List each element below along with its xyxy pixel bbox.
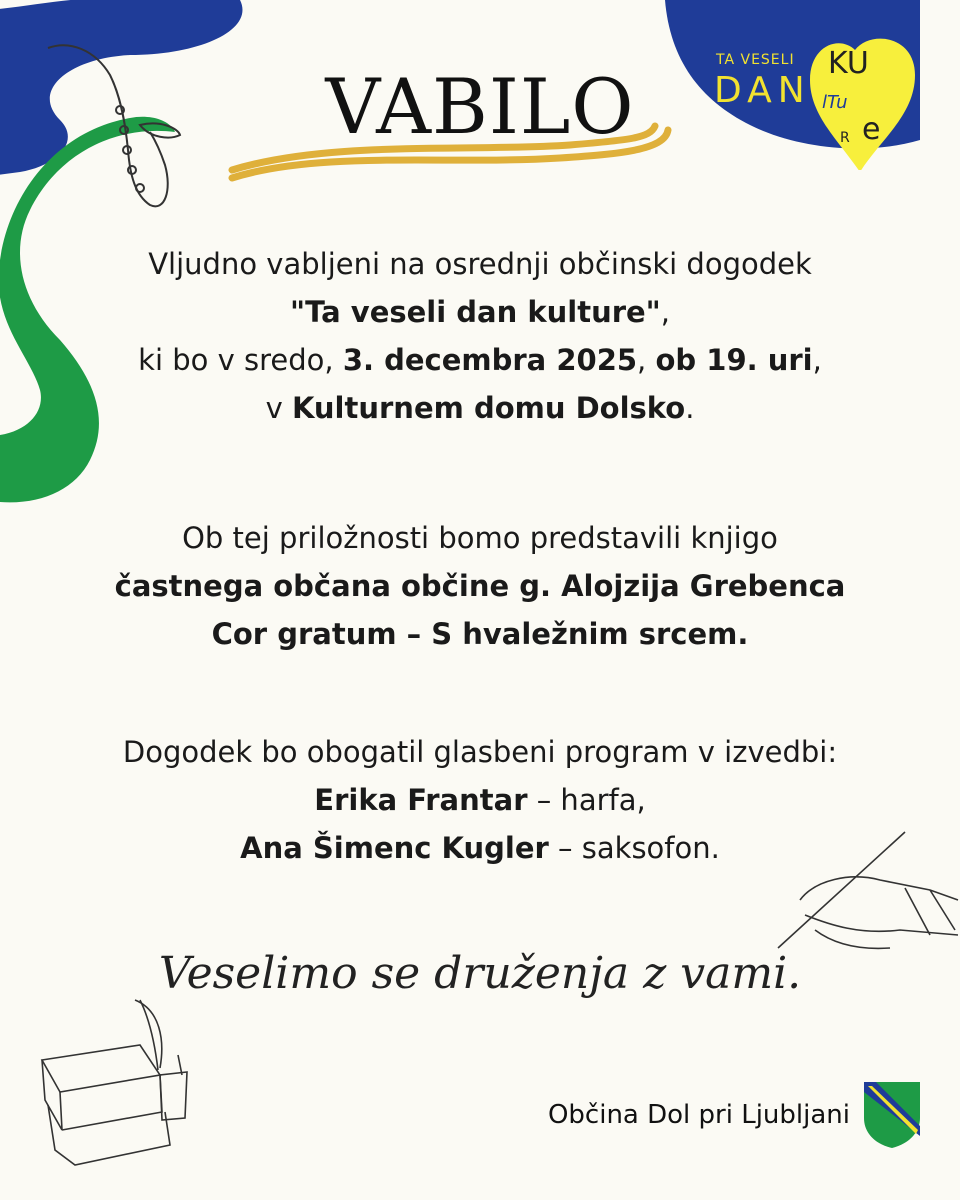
logo-ku: KU: [828, 46, 869, 81]
logo-dan: DAN: [714, 70, 811, 111]
book-line-2: častnega občana občine g. Alojzija Grebenca: [114, 569, 846, 603]
page-title: VABILO: [325, 62, 635, 151]
event-name: "Ta veseli dan kulture": [289, 295, 661, 329]
book-line-1: Ob tej priložnosti bomo predstavili knjigo: [182, 521, 778, 555]
event-time: ob 19. uri: [655, 343, 813, 377]
performer-1-role: – harfa,: [527, 783, 646, 817]
logo-ltu: lTu: [822, 92, 848, 113]
punct: ,: [812, 343, 822, 377]
logo-top-text: TA VESELI: [716, 52, 795, 68]
performer-2-name: Ana Šimenc Kugler: [240, 831, 549, 865]
text: v: [265, 391, 292, 425]
text: ki bo v sredo,: [138, 343, 343, 377]
punct: .: [685, 391, 695, 425]
performer-1-name: Erika Frantar: [314, 783, 528, 817]
event-place: Kulturnem domu Dolsko: [291, 391, 686, 425]
event-date: 3. decembra 2025: [342, 343, 638, 377]
logo-e: e: [862, 112, 881, 147]
book-title: Cor gratum – S hvaležnim srcem.: [211, 617, 749, 651]
logo-r: R: [840, 130, 850, 146]
punct: ,: [660, 295, 671, 329]
performer-2-role: – saksofon.: [548, 831, 720, 865]
municipality-name: Občina Dol pri Ljubljani: [547, 1100, 850, 1130]
punct: ,: [637, 343, 656, 377]
music-line-1: Dogodek bo obogatil glasbeni program v izvedbi:: [122, 735, 838, 769]
closing-script: Veselimo se druženja z vami.: [158, 948, 802, 999]
invitation-line-1: Vljudno vabljeni na osrednji občinski dogodek: [148, 247, 812, 281]
